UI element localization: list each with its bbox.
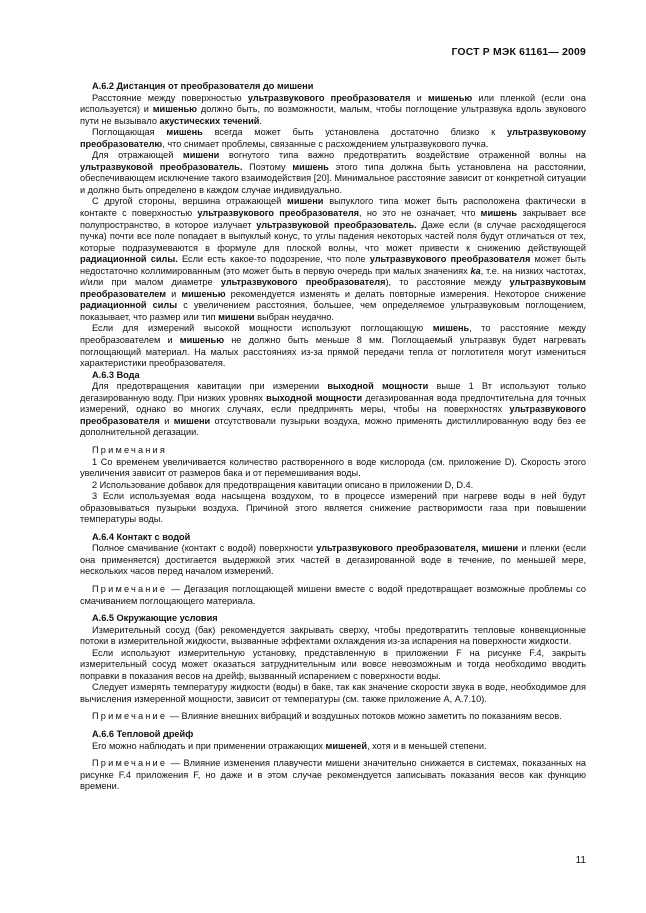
note: Примечание — Дегазация поглощающей мишени вместе с водой предотвращает возможные проблемы со смачиванием поглощающего материала. <box>80 583 586 606</box>
bold-term: ультразвуковому преобразователю <box>80 127 586 149</box>
bold-term: ультразвуковой преобразователь. <box>256 219 417 230</box>
note-label: Примечание <box>92 583 168 594</box>
text-run: , то расстояние между преобразователем и <box>80 323 586 346</box>
text-run: Расстояние между поверхностью <box>92 92 248 103</box>
text-run: и <box>410 92 428 103</box>
text-run: выбран неудачно. <box>254 311 334 322</box>
section-heading: А.6.5 Окружающие условия <box>92 613 218 624</box>
bold-term: мишени <box>287 196 324 207</box>
text-run: Для предотвращения кавитации при измерении <box>92 381 328 392</box>
paragraph <box>80 543 586 578</box>
text-run: , что снимает проблемы, связанные с расхождением ультразвукового пучка. <box>162 138 489 149</box>
note: 3 Если используемая вода насыщена воздухом, то в процессе измерений при нагреве воды в ней будут образовываться пузырьки воздуха. Причиной этого является снижение растворимости газа при повышении температуры воды. <box>80 491 586 525</box>
text-run: рекомендуется изменять и делать повторные измерения. Некоторое снижение <box>225 288 586 299</box>
note-label: Примечание <box>92 711 168 722</box>
text-run: ), то расстояние между <box>385 277 510 288</box>
note: 2 Использование добавок для предотвращения кавитации описано в приложении D, D.4. <box>92 479 474 490</box>
text-run: С другой стороны, вершина отражающей <box>92 196 288 207</box>
note-label: Примечание <box>92 758 168 769</box>
bold-term: мишень <box>480 208 518 219</box>
bold-term: радиационной силы. <box>80 254 178 265</box>
text-run: и пленки (если она применяется) достигается выдержкой этих частей в дегазированной воде в течение, по меньшей мере, нескольких часов перед началом измерений. <box>80 543 587 577</box>
bold-term: выходной мощности <box>266 392 363 403</box>
paragraph <box>80 741 586 753</box>
bold-term: мишенью <box>179 335 225 346</box>
bold-term: ультразвуковой преобразователь. <box>80 161 243 172</box>
note: 1 Со временем увеличивается количество растворенного в воде кислорода (см. приложение D). Скорость этого увеличения зависит от размеров бака и от перемешивания воды. <box>80 456 586 479</box>
text-run: Если есть какое-то подозрение, что поле <box>177 254 370 265</box>
note: Примечание — Влияние внешних вибраций и воздушных потоков можно заметить по показаниям весов. <box>92 711 562 722</box>
text-run: должно быть, по возможности, малым, чтобы поглощение ультразвука вдоль звукового пути не вызывало <box>80 104 586 126</box>
text-run: и <box>166 288 182 299</box>
bold-term: мишеней <box>325 740 368 751</box>
text-run: , хотя и в меньшей степени. <box>367 740 487 751</box>
paragraph: Измерительный сосуд (бак) рекомендуется закрывать сверху, чтобы предотвратить тепловые конвекционные потоки в измерительной жидкости, вызванные эффектами охлаждения из-за испарения на поверхности жидкости. <box>80 624 586 647</box>
text-run: , но это не означает, что <box>359 208 481 219</box>
section-heading: А.6.4 Контакт с водой <box>92 531 191 542</box>
text-run: Даже если (в случае расходящегося пучка) почти все поле попадает в выпуклый конус, то углы падения некоторых частей поля будут отличаться от тех, которые подразумеваются в формуле для плоской волны, что может привести к снижению действующей <box>80 219 586 253</box>
text-run: выпуклого типа может быть расположена фактически в контакте с поверхностью <box>80 196 587 219</box>
text-run: отсутствовали пузырьки воздуха, можно применять дистиллированную воду без ее дополнительной дегазации. <box>80 415 586 438</box>
bold-term: мишень <box>432 323 470 334</box>
text-run: этого типа должна быть установлена на расстоянии, обеспечивающем исключение такого взаимодействия [20]. Минимальное расстояние зависит от конкретной ситуации и должно быть определено в каждом случае индивидуально. <box>80 161 586 195</box>
bold-term: ka <box>470 265 481 276</box>
bold-term: ультразвукового преобразователя <box>247 92 411 103</box>
bold-term: ультразвукового преобразователя, мишени <box>316 543 519 554</box>
paragraph <box>80 150 586 196</box>
text-run: и <box>159 415 174 426</box>
text-run: с увеличением расстояния, большее, чем определяемое ультразвуковым поглощением, показывает, что размер или тип <box>80 300 586 322</box>
text-run: закрывает все полупространство, в которое излучает <box>80 208 586 230</box>
bold-term: радиационной силы <box>80 300 178 311</box>
text-run: или пленкой (если она используется) и <box>80 92 586 115</box>
bold-term: ультразвукового преобразователя <box>80 404 586 426</box>
paragraph <box>80 381 586 439</box>
bold-term: ультразвукового преобразователя <box>369 254 531 265</box>
text-run: Для отражающей <box>92 150 183 161</box>
text-run: Если для измерений высокой мощности используют поглощающую <box>92 323 433 334</box>
text-run: вогнутого типа важно предотвратить воздействие отраженной волны на <box>219 150 586 161</box>
page-number: 11 <box>575 855 586 866</box>
paragraph: Следует измерять температуру жидкости (воды) в баке, так как значение скорости звука в воде, необходимое для вычисления измеренной мощности, зависит от температуры (см. также приложение А, А.7.10). <box>80 682 586 704</box>
note: Примечание — Влияние изменения плавучести мишени значительно снижается в системах, показанных на рисунке F.4 приложения F, но даже и в этом случае рекомендуется записывать показания весов как функцию времени. <box>80 758 586 792</box>
text-run: дегазированная вода предпочтительна для точных измерений, однако во многих случаях, если предпринять меры, чтобы на поверхностях <box>80 392 586 415</box>
paragraph <box>80 323 586 369</box>
section-heading: А.6.2 Дистанция от преобразователя до мишени <box>92 81 314 91</box>
bold-term: акустических течений <box>159 115 260 126</box>
document-body <box>80 81 586 793</box>
paragraph <box>80 93 586 128</box>
bold-term: мишени <box>218 311 255 322</box>
paragraph: Если используют измерительную установку, представленную в приложении F на рисунке F.4, закрыть измерительный сосуд может оказаться затруднительным или вовсе невозможным и тогда необходимо вводить поправки в показания весов на дрейф, вызванный испарением с поверхности воды. <box>80 647 586 681</box>
bold-term: ультразвукового преобразователя <box>220 277 386 288</box>
text-run: не должно быть меньше 8 мм. Поглощаемый ультразвук будет нагревать поглощающий материал. На малых расстояниях из-за прямой передачи тепла от поглотителя могут измениться характеристики преобразователя. <box>80 335 586 369</box>
text-run: Поглощающая <box>92 127 167 138</box>
text-run: . <box>259 115 262 126</box>
text-run: Его можно наблюдать и при применении отражающих <box>92 740 326 751</box>
bold-term: мишенью <box>427 92 473 103</box>
bold-term: мишень <box>292 161 329 172</box>
section-heading: А.6.6 Тепловой дрейф <box>92 728 194 739</box>
bold-term: мишенью <box>152 104 198 115</box>
text-run: , т.е. на низких частотах, и/или при малом диаметре <box>80 265 586 288</box>
text-run: всегда может быть установлена достаточно близко к <box>202 127 507 138</box>
bold-term: мишень <box>166 127 203 138</box>
bold-term: выходной мощности <box>327 381 429 392</box>
standard-header: ГОСТ Р МЭК 61161— 2009 <box>451 47 586 58</box>
paragraph <box>80 196 586 323</box>
text-run: Поэтому <box>242 161 293 172</box>
notes-label: Примечания <box>92 444 168 455</box>
section-heading: А.6.3 Вода <box>92 369 140 380</box>
bold-term: мишени <box>182 150 220 161</box>
bold-term: мишенью <box>181 288 226 299</box>
bold-term: мишени <box>173 415 211 426</box>
bold-term: ультразвуковым преобразователем <box>80 277 586 299</box>
text-run: может быть недостаточно коллимированным (это может быть в первую очередь при малых значениях <box>80 254 587 276</box>
text-run: Полное смачивание (контакт с водой) поверхности <box>92 543 317 554</box>
paragraph <box>80 127 586 150</box>
bold-term: ультразвукового преобразователя <box>197 208 360 219</box>
text-run: выше 1 Вт используют только дегазированную воду. При низких уровнях <box>80 381 586 403</box>
